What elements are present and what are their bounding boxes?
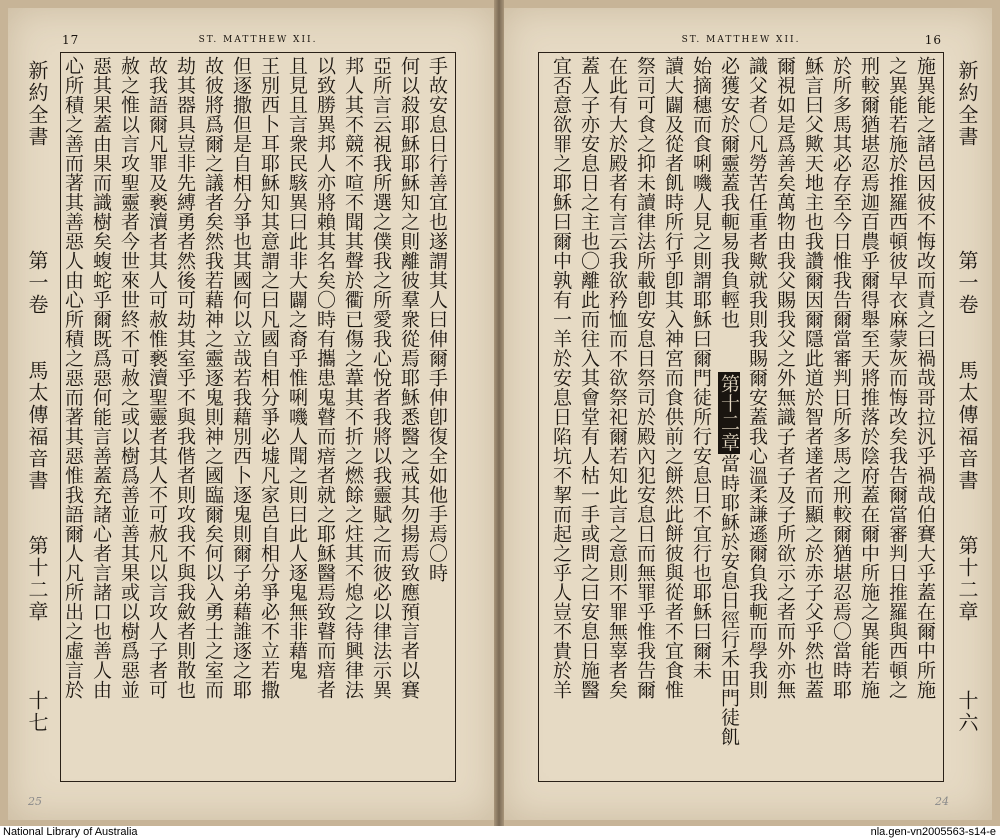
- left-column: 惡其果蓋由果而識樹矣蝮蛇乎爾既爲惡何能言善蓋充諸心者言諸口也善人由: [90, 56, 112, 700]
- right-column: 必獲安於爾靈蓋我軛易我負輕也: [718, 56, 740, 329]
- left-column: 邦人其不競不喧不聞其聲於衢已傷之葦其不折之燃餘之炷其不熄之待興律法: [342, 56, 364, 700]
- footer-library: National Library of Australia: [3, 826, 138, 838]
- left-column: 故我語爾凡罪及褻瀆者其人可赦惟褻瀆聖靈者其人不可赦凡以言攻人子者可: [146, 56, 168, 700]
- left-folio-gospel: 馬太傳福音書: [25, 360, 49, 492]
- left-folio-chapter: 第十二章: [25, 535, 49, 623]
- left-column: 劫其器具豈非先縛勇者然後可劫其室乎不與我偕者則攻我不與我斂者則散也: [174, 56, 196, 700]
- left-column: 王別西卜耳耶穌知其意謂之曰凡國自相分爭必墟凡家邑自相分爭必不立若撒: [258, 56, 280, 700]
- right-page-number: 16: [924, 33, 942, 47]
- book-gutter: [494, 0, 504, 826]
- right-pencil-note: 24: [935, 795, 949, 808]
- left-pencil-note: 25: [28, 795, 42, 808]
- chapter-heading-marker: 第十二章: [718, 374, 740, 452]
- right-chapter-heading-column: [716, 372, 742, 782]
- right-column: 刑較爾猶堪忍焉迦百農乎爾得舉至天將推落於陰府蓋在爾中所施之異能若施: [858, 56, 880, 700]
- right-column: 施異能之諸邑因彼不悔改而責之曰禍哉哥拉汎乎禍哉伯賽大乎蓋在爾中所施: [914, 56, 936, 700]
- left-column: 且見且言衆民駭異曰此非大闢之裔乎惟唎嘰人聞之則曰此人逐鬼無非藉鬼: [286, 56, 308, 680]
- left-page-number: 17: [62, 33, 80, 47]
- right-running-head: ST. MATTHEW XII.: [681, 35, 801, 45]
- right-folio-gospel: 馬太傳福音書: [955, 360, 979, 492]
- chapter-heading-tail: 當時耶穌於安息日徑行禾田門徒飢: [718, 454, 740, 747]
- left-folio-book: 第一卷: [25, 250, 49, 316]
- scan-footer: [0, 826, 1000, 840]
- right-header: [538, 30, 944, 52]
- left-folio-title: 新約全書: [25, 60, 49, 148]
- right-column: 之異能若施於推羅西頓彼早衣麻蒙灰而悔改矣我告爾當審判日推羅與西頓之: [886, 56, 908, 700]
- right-column: 爾視如是爲善矣萬物由我父賜我父之外無識子者子及子所欲示之者而外亦無: [774, 56, 796, 700]
- left-running-head: ST. MATTHEW XII.: [198, 35, 318, 45]
- left-header: [60, 30, 456, 52]
- left-folio-page: 十七: [25, 690, 49, 734]
- left-column: 但逐撒但是自相分爭也其國何以立哉若我藉別西卜逐鬼則爾子弟藉誰逐之耶: [230, 56, 252, 700]
- left-column: 赦之惟以言攻聖靈者今世來世終不可赦之或以樹爲善並善其果或以樹爲惡並: [118, 56, 140, 700]
- left-column: 故彼將爲爾之議者矣然我若藉神之靈逐鬼則神之國臨爾矣何以入勇士之室而: [202, 56, 224, 700]
- right-folio-chapter: 第十二章: [955, 535, 979, 623]
- right-folio-page: 十六: [955, 690, 979, 734]
- right-folio-title: 新約全書: [955, 60, 979, 148]
- right-folio-book: 第一卷: [955, 250, 979, 316]
- left-column: 亞所言云視我所選之僕我之所愛我心悅者我將以我靈賦之而彼必以律法示異: [370, 56, 392, 700]
- left-column: 以致勝異邦人亦將賴其名矣〇時有攜患鬼瞽而瘖者就之耶穌醫焉致瞽而瘖者: [314, 56, 336, 700]
- left-column: 何以殺耶穌耶穌知之則離彼羣衆從焉耶穌悉醫之戒其勿揚焉致應預言者以賽: [398, 56, 420, 700]
- right-column: 識父者〇凡勞苦任重者歟就我則我賜爾安蓋我心溫柔謙遜爾負我軛而學我則: [746, 56, 768, 700]
- left-column: 手故安息日行善宜也遂謂其人曰伸爾手伸卽復全如他手焉〇時: [426, 56, 448, 583]
- footer-identifier: nla.gen-vn2005563-s14-e: [870, 826, 996, 838]
- right-column: 祭司可食之抑未讀律法所載卽安息日祭司於殿內犯安息日而無罪乎惟我告爾: [634, 56, 656, 700]
- right-column: 穌言曰父歟天地主也我讚爾因爾隱此道於智者達者而顯之於赤子父乎然也蓋: [802, 56, 824, 700]
- right-column: 始摘穗而食唎嘰人見之則謂耶穌曰爾門徒所行安息日不宜行也耶穌曰爾未: [690, 56, 712, 680]
- right-column: 蓋人子亦安息日之主也〇離此而往入其會堂有人枯一手或問之曰安息日施醫: [578, 56, 600, 700]
- right-column: 讀大闢及從者飢時所行乎卽其入神宮而食供前之餅然此餅彼與從者不宜食惟: [662, 56, 684, 700]
- right-column: 在此有大於殿者有言云我欲矜恤而不欲祭祀爾若知此言之意則不罪無辜者矣: [606, 56, 628, 700]
- right-column: 於所多馬其必存至今日惟我告爾當審判日所多馬之刑較爾猶堪忍焉〇當時耶: [830, 56, 852, 700]
- right-column: 宜否意欲罪之耶穌曰爾中孰有一羊於安息日陷坑不挈而起之乎人豈不貴於羊: [550, 56, 572, 700]
- left-column: 心所積之善而著其善惡人由心所積之惡而著其惡惟我語爾人凡所出之虛言於: [62, 56, 84, 700]
